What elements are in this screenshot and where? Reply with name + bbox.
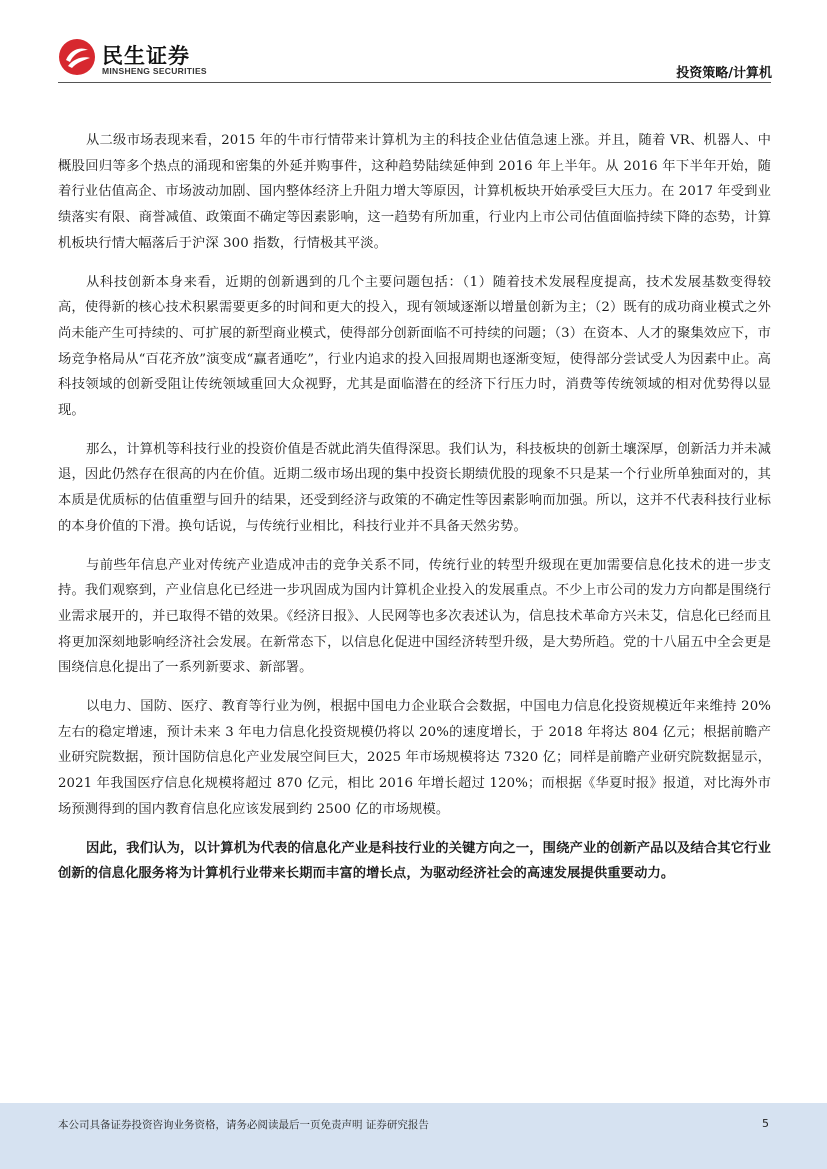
paragraph-industry-examples: 以电力、国防、医疗、教育等行业为例，根据中国电力企业联合会数据，中国电力信息化投资规模近年来维持 20%左右的稳定增速，预计未来 3 年电力信息化投资规模仍将以 20%的速度增长，于 2018 年将达 804 亿元；根据前瞻产业研究院数据，预计国防信息化产业发展空间巨大，2025 年市场规模将达 7320 亿；同样是前瞻产业研究院数据显示，2021 年我国医疗信息化规模将超过 870 亿元，相比 2016 年增长超过 120%；而根据《华夏时报》报道，对比海外市场预测得到的国内教育信息化应该发展到约 2500 亿的市场规模。 — [58, 699, 771, 817]
logo-chinese-name: 民生证券 — [102, 44, 190, 68]
footer-disclaimer: 本公司具备证券投资咨询业务资格，请务必阅读最后一页免责声明 证券研究报告 — [58, 1119, 429, 1131]
paragraph-conclusion: 因此，我们认为，以计算机为代表的信息化产业是科技行业的关键方向之一，围绕产业的创新产品以及结合其它行业创新的信息化服务将为计算机行业带来长期而丰富的增长点，为驱动经济社会的高速发展提供重要动力。 — [58, 840, 771, 882]
report-body — [58, 128, 771, 900]
paragraph-informatization: 与前些年信息产业对传统产业造成冲击的竞争关系不同，传统行业的转型升级现在更加需要信息化技术的进一步支持。我们观察到，产业信息化已经进一步巩固成为国内计算机企业投入的发展重点。不少上市公司的发力方向都是围绕行业需求展开的，并已取得不错的效果。《经济日报》、人民网等也多次表述认为，信息技术革命方兴未艾，信息化已经而且将更加深刻地影响经济社会发展。在新常态下，以信息化促进中国经济转型升级，是大势所趋。党的十八届五中全会更是围绕信息化提出了一系列新要求、新部署。 — [58, 557, 771, 676]
company-logo — [58, 38, 208, 78]
header-divider — [58, 82, 771, 83]
report-section-title: 投资策略/计算机 — [676, 66, 772, 81]
minsheng-logo-icon — [58, 38, 96, 76]
logo-english-name: MINSHENG SECURITIES — [102, 66, 207, 76]
page-footer — [0, 1103, 827, 1169]
page-header — [0, 0, 827, 90]
page-number: 5 — [762, 1117, 769, 1130]
paragraph-investment-value: 那么，计算机等科技行业的投资价值是否就此消失值得深思。我们认为，科技板块的创新土壤深厚，创新活力并未减退，因此仍然存在很高的内在价值。近期二级市场出现的集中投资长期绩优股的现象不只是某一个行业所单独面对的，其本质是优质标的估值重塑与回升的结果，还受到经济与政策的不确定性等因素影响而加强。所以，这并不代表科技行业标的本身价值的下滑。换句话说，与传统行业相比，科技行业并不具备天然劣势。 — [58, 441, 771, 534]
paragraph-market-performance: 从二级市场表现来看，2015 年的牛市行情带来计算机为主的科技企业估值急速上涨。并且，随着 VR、机器人、中概股回归等多个热点的涌现和密集的外延并购事件，这种趋势陆续延伸到 2016 年上半年。从 2016 年下半年开始，随着行业估值高企、市场波动加剧、国内整体经济上升阻力增大等原因，计算机板块开始承受巨大压力。在 2017 年受到业绩落实有限、商誉减值、政策面不确定等因素影响，这一趋势有所加重，行业内上市公司估值面临持续下降的态势，计算机板块行情大幅落后于沪深 300 指数，行情极其平淡。 — [58, 133, 771, 251]
paragraph-innovation-issues: 从科技创新本身来看，近期的创新遇到的几个主要问题包括：（1）随着技术发展程度提高，技术发展基数变得较高，使得新的核心技术积累需要更多的时间和更大的投入，现有领域逐渐以增量创新为主；（2）既有的成功商业模式之外尚未能产生可持续的、可扩展的新型商业模式，使得部分创新面临不可持续的问题；（3）在资本、人才的聚集效应下，市场竞争格局从“百花齐放”演变成“赢者通吃”，行业内追求的投入回报周期也逐渐变短，使得部分尝试受人为因素中止。高科技领域的创新受阻让传统领域重回大众视野，尤其是面临潜在的经济下行压力时，消费等传统领域的相对优势得以显现。 — [58, 274, 771, 419]
